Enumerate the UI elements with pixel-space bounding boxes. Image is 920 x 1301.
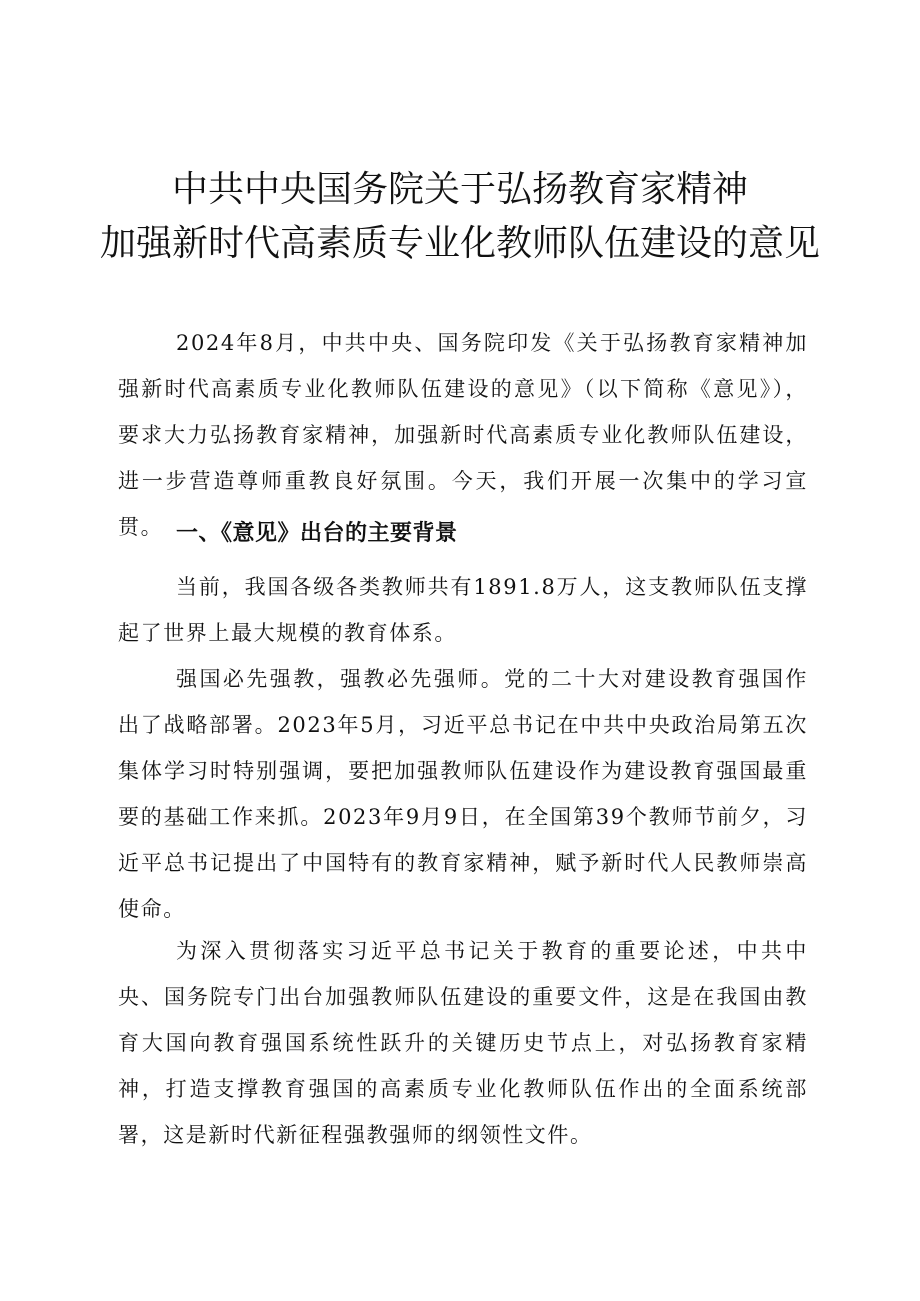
document-title-line-1: 中共中央国务院关于弘扬教育家精神	[171, 169, 748, 210]
body-paragraph-3: 为深入贯彻落实习近平总书记关于教育的重要论述，中共中央、国务院专门出台加强教师队伍建设的重要文件，这是在我国由教育大国向教育强国系统性跃升的关键历史节点上，对弘扬教育家精神，打造支撑教育强国的高素质专业化教师队伍作出的全面系统部署，这是新时代新征程强教强师的纲领性文件。	[118, 939, 808, 1147]
section-heading: 一、《意见》出台的主要背景	[176, 521, 458, 546]
intro-paragraph: 2024年8月，中共中央、国务院印发《关于弘扬教育家精神加强新时代高素质专业化教师队伍建设的意见》（以下简称《意见》），要求大力弘扬教育家精神，加强新时代高素质专业化教师队伍建设，进一步营造尊师重教良好氛围。今天，我们开展一次集中的学习宣贯。	[118, 331, 808, 539]
document-title-line-2: 加强新时代高素质专业化教师队伍建设的意见	[99, 223, 820, 264]
body-paragraph-1: 当前，我国各级各类教师共有1891.8万人，这支教师队伍支撑起了世界上最大规模的教育体系。	[118, 575, 808, 645]
body-paragraph-2: 强国必先强教，强教必先强师。党的二十大对建设教育强国作出了战略部署。2023年5月，习近平总书记在中共中央政治局第五次集体学习时特别强调，要把加强教师队伍建设作为建设教育强国最重要的基础工作来抓。2023年9月9日，在全国第39个教师节前夕，习近平总书记提出了中国特有的教育家精神，赋予新时代人民教师崇高使命。	[118, 667, 808, 921]
